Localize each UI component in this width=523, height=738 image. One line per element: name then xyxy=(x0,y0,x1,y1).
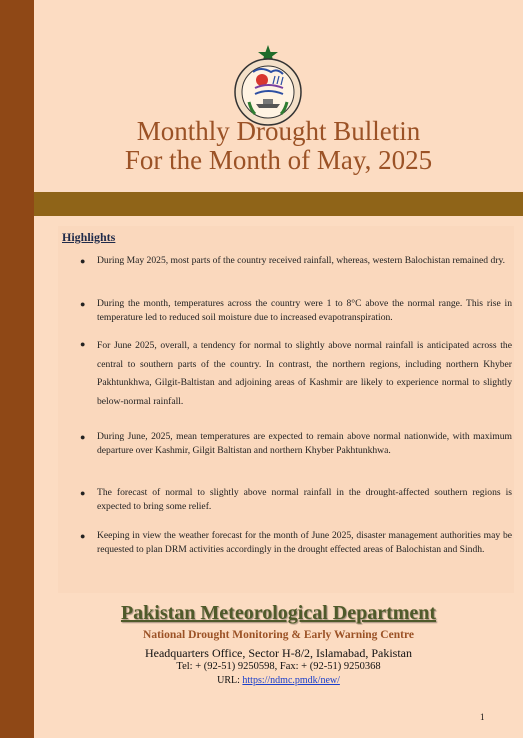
bullet-icon: ● xyxy=(80,339,86,349)
list-item xyxy=(80,337,512,411)
url-line xyxy=(34,675,523,686)
bullet-icon: ● xyxy=(80,299,86,309)
highlights-heading: Highlights xyxy=(62,230,116,244)
bullet-icon: ● xyxy=(80,488,86,498)
list-item xyxy=(80,297,512,325)
highlight-text: During May 2025, most parts of the country received rainfall, whereas, western Balochistan remained dry. xyxy=(97,255,506,266)
bulletin-title: Monthly Drought Bulletin xyxy=(136,116,421,146)
bulletin-subtitle: For the Month of May, 2025 xyxy=(124,145,433,175)
pmd-logo-icon xyxy=(225,44,311,126)
highlight-text: During June, 2025, mean temperatures are expected to remain above normal nationwide, with maximum departure over Kashmir, Gilgit Baltistan and northern Khyber Pakhtunkhwa. xyxy=(97,431,512,456)
page-number: 1 xyxy=(480,712,485,722)
organization-name: Pakistan Meteorological Department xyxy=(120,602,437,624)
list-item xyxy=(80,529,512,557)
highlight-text: Keeping in view the weather forecast for the month of June 2025, disaster management authorities may be requested to plan DRM activities accordingly in the drought effected areas of Balochistan and Sindh. xyxy=(97,530,512,555)
bullet-icon: ● xyxy=(80,256,86,266)
left-sidebar-bar xyxy=(0,0,34,738)
centre-name: National Drought Monitoring & Early Warning Centre xyxy=(143,629,414,641)
header-divider-band xyxy=(34,192,523,216)
list-item xyxy=(80,254,512,268)
highlight-text: During the month, temperatures across the country were 1 to 8°C above the normal range. This rise in temperature led to reduced soil moisture due to increased evapotranspiration. xyxy=(97,298,512,323)
url-label: URL: xyxy=(217,675,243,686)
address-line: Headquarters Office, Sector H-8/2, Islamabad, Pakistan xyxy=(144,646,413,660)
highlight-text: The forecast of normal to slightly above normal rainfall in the drought-affected southern regions is expected to bring some relief. xyxy=(97,487,512,512)
bullet-icon: ● xyxy=(80,531,86,541)
website-link[interactable]: https://ndmc.pmdk/new/ xyxy=(242,675,340,686)
list-item xyxy=(80,430,512,458)
highlight-text: For June 2025, overall, a tendency for normal to slightly above normal rainfall is anticipated across the central to southern parts of the country. In contrast, the northern regions, including northern Khyber Pakhtunkhwa, Gilgit-Baltistan and adjoining areas of Kashmir are likely to experience normal to slightly below-normal rainfall. xyxy=(97,340,512,407)
list-item xyxy=(80,486,512,514)
contact-line: Tel: + (92-51) 9250598, Fax: + (92-51) 9250368 xyxy=(176,661,381,672)
bullet-icon: ● xyxy=(80,432,86,442)
